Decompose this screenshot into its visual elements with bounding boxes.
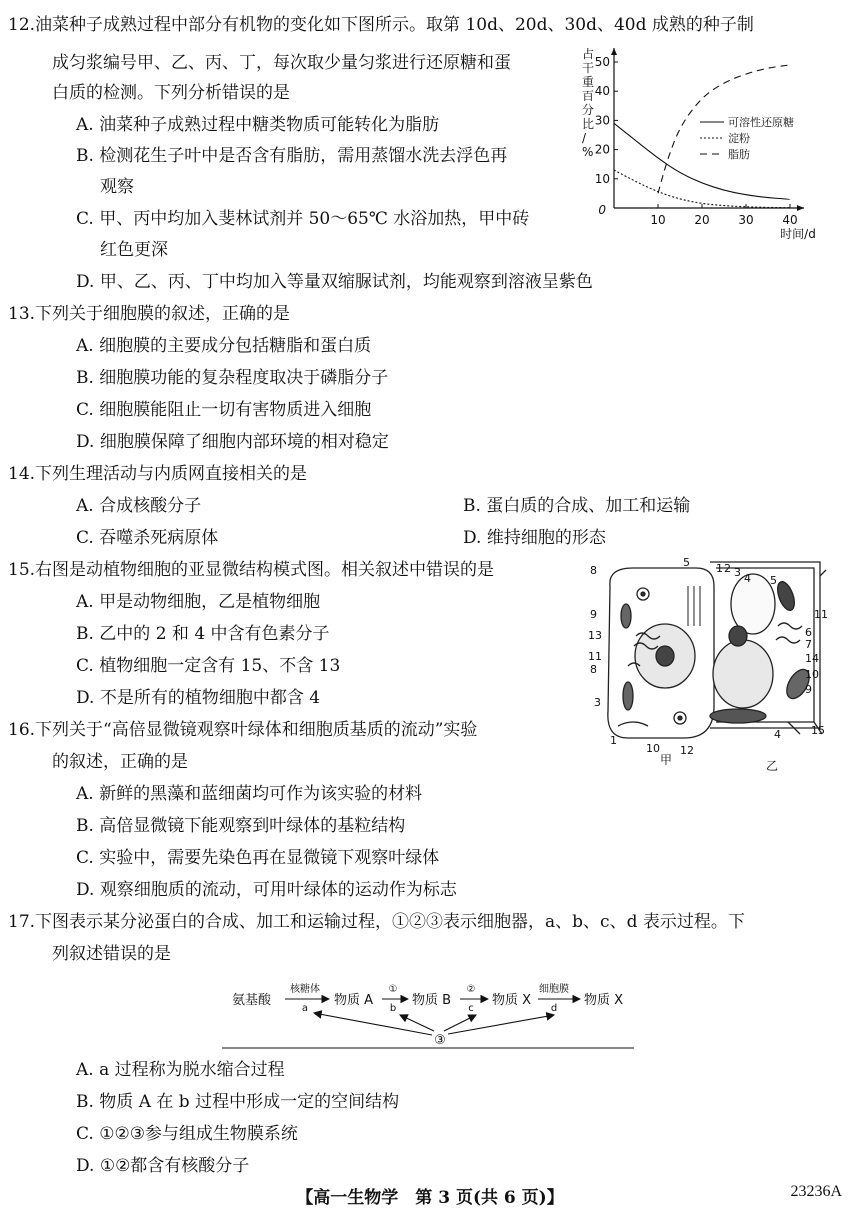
q16-option-d: D. 观察细胞质的流动，可用叶绿体的运动作为标志 xyxy=(76,880,457,900)
chart-series-line-2 xyxy=(614,170,790,208)
svg-text:14: 14 xyxy=(805,652,819,665)
page-footer xyxy=(0,1183,860,1211)
chart-legend-label-1: 可溶性还原糖 xyxy=(728,116,794,129)
cell-figure-label-jia: 甲 xyxy=(660,753,673,767)
q14-stem: 14.下列生理活动与内质网直接相关的是 xyxy=(8,464,308,484)
svg-text:3: 3 xyxy=(734,566,741,579)
flow-label-ribosome: 核糖体 xyxy=(290,984,320,995)
q16-option-b: B. 高倍显微镜下能观察到叶绿体的基粒结构 xyxy=(76,816,406,836)
chart-y-tick-label: 40 xyxy=(594,84,610,99)
q16-option-c: C. 实验中，需要先染色再在显微镜下观察叶绿体 xyxy=(76,848,440,868)
animal-cell-drawing xyxy=(608,568,714,738)
q14-option-a: A. 合成核酸分子 xyxy=(76,496,202,516)
flow-label-organelle-2: ② xyxy=(466,984,476,995)
q12-option-c-line2: 红色更深 xyxy=(100,240,168,260)
svg-text:13: 13 xyxy=(588,629,602,642)
q12-line-chart xyxy=(572,40,822,240)
q15-stem: 15.右图是动植物细胞的亚显微结构模式图。相关叙述中错误的是 xyxy=(8,560,495,580)
chart-x-tick-label: 30 xyxy=(738,213,754,227)
chart-origin-label: 0 xyxy=(598,203,606,217)
q13-stem: 13.下列关于细胞膜的叙述，正确的是 xyxy=(8,304,291,324)
svg-text:4: 4 xyxy=(774,728,781,741)
q15-option-b: B. 乙中的 2 和 4 中含有色素分子 xyxy=(76,624,330,644)
chart-x-tick-label: 20 xyxy=(694,213,710,227)
q12-stem-line2: 成匀浆编号甲、乙、丙、丁，每次取少量匀浆进行还原糖和蛋 xyxy=(52,53,511,73)
flow-node-amino-acid: 氨基酸 xyxy=(232,993,272,1008)
q13-option-c: C. 细胞膜能阻止一切有害物质进入细胞 xyxy=(76,400,372,420)
flow-node-substance-x2: 物质 X xyxy=(584,993,624,1008)
flow-node-substance-b: 物质 B xyxy=(412,993,452,1008)
q16-option-a: A. 新鲜的黑藻和蓝细菌均可作为该实验的材料 xyxy=(76,784,423,804)
chart-y-axis-arrow xyxy=(611,48,617,55)
svg-text:6: 6 xyxy=(805,626,812,639)
svg-text:7: 7 xyxy=(805,638,812,651)
q15-option-d: D. 不是所有的植物细胞中都含 4 xyxy=(76,688,321,708)
flow-label-b: b xyxy=(389,1003,397,1014)
flow-label-cell-membrane: 细胞膜 xyxy=(539,984,569,995)
svg-text:4: 4 xyxy=(744,572,751,585)
q12-option-b-line2: 观察 xyxy=(100,177,134,197)
chart-y-tick-label: 20 xyxy=(594,142,610,157)
q14-option-d: D. 维持细胞的形态 xyxy=(463,528,606,548)
q14-option-b: B. 蛋白质的合成、加工和运输 xyxy=(463,496,691,516)
svg-text:9: 9 xyxy=(805,683,812,696)
q17-option-a: A. a 过程称为脱水缩合过程 xyxy=(76,1060,285,1080)
q15-option-c: C. 植物细胞一定含有 15、不含 13 xyxy=(76,656,341,676)
svg-text:1: 1 xyxy=(610,734,617,747)
q15-cell-structure-figure xyxy=(588,556,828,774)
chart-y-tick-label: 30 xyxy=(594,113,610,128)
q17-option-c: C. ①②③参与组成生物膜系统 xyxy=(76,1124,298,1144)
chart-series-line-1 xyxy=(614,123,790,199)
q13-option-d: D. 细胞膜保障了细胞内部环境的相对稳定 xyxy=(76,432,389,452)
q17-option-d: D. ①②都含有核酸分子 xyxy=(76,1156,250,1176)
q17-option-b: B. 物质 A 在 b 过程中形成一定的空间结构 xyxy=(76,1092,400,1112)
q17-flow-diagram xyxy=(222,978,638,1050)
svg-text:8: 8 xyxy=(590,663,597,676)
svg-text:11: 11 xyxy=(588,650,602,663)
chart-legend-label-2: 淀粉 xyxy=(728,132,750,145)
flow-label-organelle-3: ③ xyxy=(434,1033,446,1048)
chart-y-tick-label: 10 xyxy=(594,171,610,186)
chart-x-tick-label: 10 xyxy=(650,213,666,227)
flow-node-substance-x1: 物质 X xyxy=(492,993,532,1008)
chart-y-axis-label: 占干重百分比/ % xyxy=(582,47,595,159)
q15-option-a: A. 甲是动物细胞，乙是植物细胞 xyxy=(76,592,321,612)
footer-page-info: 【高一生物学 第 3 页(共 6 页)】 xyxy=(296,1188,564,1208)
flow-label-a: a xyxy=(301,1003,309,1014)
q16-stem-line2: 的叙述，正确的是 xyxy=(52,752,188,772)
q16-stem-line1: 16.下列关于“高倍显微镜观察叶绿体和细胞质基质的流动”实验 xyxy=(8,720,478,740)
q12-option-b-line1: B. 检测花生子叶中是否含有脂肪，需用蒸馏水洗去浮色再 xyxy=(76,146,508,166)
q12-option-d: D. 甲、乙、丙、丁中均加入等量双缩脲试剂，均能观察到溶液呈紫色 xyxy=(76,272,593,292)
cell-figure-label-yi: 乙 xyxy=(766,759,779,773)
chart-x-axis-arrow xyxy=(797,205,804,211)
q17-stem-line2: 列叙述错误的是 xyxy=(52,944,171,964)
q12-stem-line3: 白质的检测。下列分析错误的是 xyxy=(52,83,290,103)
svg-text:12: 12 xyxy=(680,744,694,757)
svg-text:10: 10 xyxy=(805,668,819,681)
flow-label-c: c xyxy=(468,1003,474,1014)
q14-option-c: C. 吞噬杀死病原体 xyxy=(76,528,219,548)
svg-text:3: 3 xyxy=(594,696,601,709)
svg-text:1: 1 xyxy=(716,562,723,575)
chart-series-line-3 xyxy=(658,65,790,193)
svg-text:11: 11 xyxy=(814,608,828,621)
q12-stem-line1: 12.油菜种子成熟过程中部分有机物的变化如下图所示。取第 10d、20d、30d、40d 成熟的种子制 xyxy=(8,15,754,35)
svg-text:5: 5 xyxy=(770,574,777,587)
q17-stem-line1: 17.下图表示某分泌蛋白的合成、加工和运输过程，①②③表示细胞器，a、b、c、d 表示过程。下 xyxy=(8,912,745,932)
svg-text:8: 8 xyxy=(590,564,597,577)
chart-y-tick-label: 50 xyxy=(594,55,610,69)
svg-text:15: 15 xyxy=(811,724,825,737)
svg-text:2: 2 xyxy=(724,562,731,575)
q13-option-b: B. 细胞膜功能的复杂程度取决于磷脂分子 xyxy=(76,368,389,388)
q12-option-c-line1: C. 甲、丙中均加入斐林试剂并 50～65℃ 水浴加热，甲中砖 xyxy=(76,209,530,229)
flow-label-organelle-1: ① xyxy=(388,984,398,995)
flow-node-substance-a: 物质 A xyxy=(334,993,374,1008)
footer-exam-code: 23236A xyxy=(790,1183,842,1200)
q13-option-a: A. 细胞膜的主要成分包括糖脂和蛋白质 xyxy=(76,336,372,356)
svg-text:10: 10 xyxy=(646,742,660,755)
q12-option-a: A. 油菜种子成熟过程中糖类物质可能转化为脂肪 xyxy=(76,115,440,135)
chart-legend-label-3: 脂肪 xyxy=(728,148,750,161)
svg-text:5: 5 xyxy=(683,556,690,569)
chart-x-tick-label: 40 xyxy=(782,213,798,227)
svg-text:9: 9 xyxy=(590,608,597,621)
flow-label-d: d xyxy=(550,1003,558,1014)
chart-x-axis-label: 时间/d xyxy=(780,227,816,240)
